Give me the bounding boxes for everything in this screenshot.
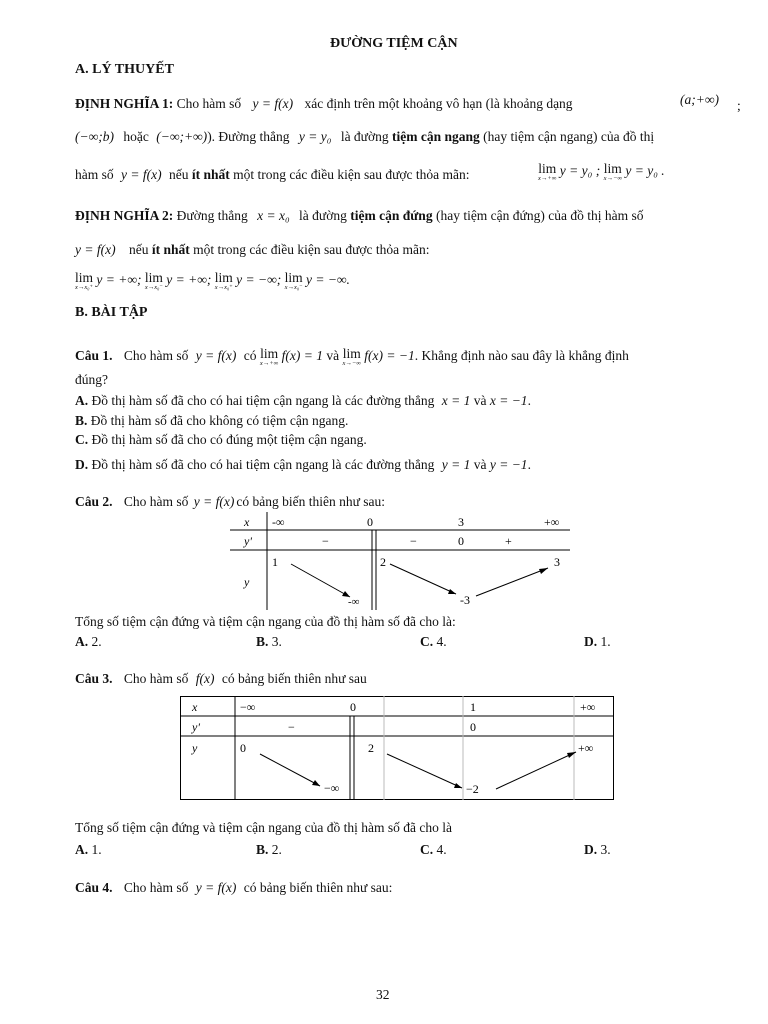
lim-expr: y = −∞. <box>305 272 350 288</box>
vt-xval: +∞ <box>580 700 596 714</box>
q4-func: y = f(x) <box>195 880 237 895</box>
lim-symbol: lim <box>603 161 622 176</box>
def1-bold: tiệm cận ngang <box>392 129 480 144</box>
q2-text: có bảng biến thiên như sau: <box>236 494 386 509</box>
option-label: A. <box>75 842 89 857</box>
option-text: Đồ thị hàm số đã cho có đúng một tiệm cận ngang. <box>91 432 367 447</box>
lim-sub: x→x₀⁻ <box>284 283 303 291</box>
lim-expr: y = +∞; <box>166 272 212 288</box>
def1-semicolon: ; <box>737 98 741 113</box>
def1-interval1: (a;+∞) <box>680 92 719 107</box>
vt-yval: -∞ <box>348 596 360 608</box>
def2-text: là đường <box>299 208 347 223</box>
def1-bold: ít nhất <box>191 167 230 182</box>
option-text: Đồ thị hàm số đã cho có hai tiệm cận ngang là các đường thẳng <box>91 457 435 472</box>
vt-xval: +∞ <box>544 515 560 529</box>
vt-x-label: x <box>244 515 250 529</box>
q2-answer-a[interactable] <box>75 634 102 650</box>
lim-sub: x→−∞ <box>342 359 361 367</box>
q2-label: Câu 2. <box>75 494 113 509</box>
lim-symbol: lim <box>214 270 233 285</box>
def1-text: Cho hàm số <box>176 96 242 111</box>
vt-yval: −∞ <box>324 781 340 795</box>
vt-sign: 0 <box>470 720 476 734</box>
q1-text: . Khẳng định nào sau đây là khẳng định <box>414 348 629 364</box>
q3-answer-a[interactable] <box>75 842 102 858</box>
q3-answer-c[interactable] <box>420 842 447 858</box>
option-label: B. <box>75 413 88 428</box>
option-math: x = 1 <box>441 393 471 408</box>
def1-func: y = f(x) <box>121 167 162 182</box>
q1-option-c[interactable] <box>75 432 367 448</box>
vt-yval: 1 <box>272 555 278 569</box>
lim-symbol: lim <box>538 161 557 176</box>
q1-option-d[interactable]: D. Đồ thị hàm số đã cho có hai tiệm cận ngang là các đường thẳng y = 1 và y = −1. <box>75 457 531 472</box>
q1-stem <box>75 347 629 367</box>
option-text: 3. <box>271 634 282 649</box>
def2-label: ĐỊNH NGHĨA 2: <box>75 208 174 223</box>
vt-yval: 2 <box>380 555 386 569</box>
def1-text: một trong các điều kiện sau được thỏa mãn: <box>233 167 470 182</box>
lim-sub: x→x₀⁺ <box>75 283 93 291</box>
option-text: 3. <box>600 842 611 857</box>
q3-answer-d[interactable] <box>584 842 611 858</box>
lim-sub: x→+∞ <box>538 174 557 182</box>
q2-stem <box>75 494 385 510</box>
def1-text: hàm số <box>75 167 114 182</box>
q1-text: Cho hàm số <box>123 348 189 364</box>
def1-label: ĐỊNH NGHĨA 1: <box>75 96 174 111</box>
q2-variation-table <box>230 512 570 610</box>
option-text: Đồ thị hàm số đã cho có hai tiệm cận ngang là các đường thẳng <box>91 393 435 408</box>
q1-text: có <box>243 348 257 364</box>
lim-symbol: lim <box>75 270 94 285</box>
def1-text: hoặc <box>123 129 149 144</box>
def2-line2 <box>75 242 430 258</box>
option-text: 2. <box>271 842 282 857</box>
q4-text: Cho hàm số <box>123 880 189 895</box>
vt-xval: -∞ <box>272 515 285 529</box>
section-a-heading: A. LÝ THUYẾT <box>75 62 174 77</box>
q3-answer-b[interactable] <box>256 842 282 858</box>
lim-expr: y = −∞; <box>236 272 282 288</box>
def2-text: (hay tiệm cận đứng) của đồ thị hàm số <box>435 208 644 223</box>
option-label: C. <box>75 432 89 447</box>
option-math: y = 1 <box>441 457 471 472</box>
section-b-heading: B. BÀI TẬP <box>75 305 148 320</box>
lim-symbol: lim <box>144 270 163 285</box>
option-label: C. <box>420 842 434 857</box>
def2-text: Đường thẳng <box>176 208 248 223</box>
lim-symbol: lim <box>342 346 361 361</box>
def1-text: là đường <box>340 129 389 144</box>
def1-text: (hay tiệm cận ngang) của đồ thị <box>483 129 655 144</box>
lim-sub: x→x₀⁺ <box>214 283 233 291</box>
lim-expr: f(x) = 1 <box>281 348 323 364</box>
option-label: A. <box>75 634 89 649</box>
def1-text: nếu <box>168 167 189 182</box>
option-label: C. <box>420 634 434 649</box>
def2-text: nếu <box>128 242 149 257</box>
vt-yval: 0 <box>240 741 246 755</box>
q2-answer-b[interactable] <box>256 634 282 650</box>
option-text: Đồ thị hàm số đã cho không có tiệm cận ngang. <box>90 413 349 428</box>
q2-answer-c[interactable] <box>420 634 447 650</box>
option-label: D. <box>584 634 598 649</box>
option-math: y = −1 <box>489 457 528 472</box>
option-label: A. <box>75 393 89 408</box>
vt-yval: -3 <box>460 593 470 607</box>
lim-sub: x→x₀⁻ <box>144 283 163 291</box>
q4-stem <box>75 880 392 896</box>
q1-text: và <box>326 348 340 364</box>
q1-option-a[interactable]: A. Đồ thị hàm số đã cho có hai tiệm cận ngang là các đường thẳng x = 1 và x = −1. <box>75 393 531 408</box>
vt-y-label: y <box>192 741 198 755</box>
vt-sign: + <box>505 534 512 548</box>
vt-yval: 2 <box>368 741 374 755</box>
q2-question: Tổng số tiệm cận đứng và tiệm cận ngang của đồ thị hàm số đã cho là: <box>75 614 456 629</box>
q4-label: Câu 4. <box>75 880 113 895</box>
def1-interval3: (−∞;+∞) <box>156 129 208 144</box>
lim-sub: x→+∞ <box>259 359 279 367</box>
vt-xval: 3 <box>458 515 464 529</box>
page-title: ĐƯỜNG TIỆM CẬN <box>330 36 458 51</box>
vt-sign: − <box>288 720 295 734</box>
vt-xval: 1 <box>470 700 476 714</box>
q3-func: f(x) <box>195 671 215 686</box>
def2-text: một trong các điều kiện sau được thỏa mãn: <box>193 242 430 257</box>
option-label: D. <box>584 842 598 857</box>
def2-bold: tiệm cận đứng <box>350 208 433 223</box>
vt-sign: − <box>410 534 417 548</box>
def1-text: xác định trên một khoảng vô hạn (là khoảng dạng <box>304 96 573 111</box>
option-math: x = −1 <box>489 393 528 408</box>
vt-sign: 0 <box>458 534 464 548</box>
lim-symbol: lim <box>284 270 303 285</box>
option-text: 4. <box>436 634 447 649</box>
q2-text: Cho hàm số <box>123 494 189 509</box>
q3-variation-table <box>180 696 614 800</box>
option-text: và <box>473 393 487 408</box>
lim-symbol: lim <box>260 346 279 361</box>
option-text: 4. <box>436 842 447 857</box>
def2-func: y = f(x) <box>75 242 116 257</box>
vt-xval: −∞ <box>240 700 256 714</box>
def1-y0: y = y₀ <box>298 129 332 144</box>
def1-func: y = f(x) <box>252 96 294 111</box>
vt-sign: − <box>322 534 329 548</box>
vt-yval: +∞ <box>578 741 594 755</box>
vt-y-label: y <box>244 575 250 589</box>
vt-yp-label: y' <box>192 720 200 734</box>
def2-bold: ít nhất <box>151 242 190 257</box>
vt-yp-label: y' <box>244 534 252 548</box>
vt-yval: 3 <box>554 555 560 569</box>
q4-text: có bảng biến thiên như sau: <box>243 880 393 895</box>
option-text: 1. <box>600 634 611 649</box>
option-label: B. <box>256 634 269 649</box>
vt-yval: −2 <box>466 782 479 796</box>
q1-option-b[interactable] <box>75 413 348 429</box>
def1-line1 <box>75 96 573 112</box>
q1-label: Câu 1. <box>75 348 113 364</box>
q3-question: Tổng số tiệm cận đứng và tiệm cận ngang của đồ thị hàm số đã cho là <box>75 820 452 835</box>
def1-line2 <box>75 129 654 145</box>
def2-line1 <box>75 208 643 224</box>
lim-expr: y = +∞; <box>96 272 142 288</box>
page-number: 32 <box>376 987 390 1002</box>
def2-x0: x = x₀ <box>257 208 290 223</box>
lim-expr: y = y₀ . <box>625 163 665 179</box>
option-text: và <box>473 457 487 472</box>
q3-stem <box>75 671 367 687</box>
q3-label: Câu 3. <box>75 671 113 686</box>
q1-text: đúng? <box>75 372 108 387</box>
option-label: D. <box>75 457 89 472</box>
lim-expr: f(x) = −1 <box>364 348 415 364</box>
lim-sub: x→−∞ <box>603 174 622 182</box>
option-label: B. <box>256 842 269 857</box>
q1-func: y = f(x) <box>195 348 237 364</box>
q3-text: có bảng biến thiên như sau <box>221 671 367 686</box>
vt-xval: 0 <box>367 515 373 529</box>
lim-expr: y = y₀ ; <box>559 163 601 179</box>
vt-x-label: x <box>192 700 198 714</box>
option-text: 2. <box>91 634 102 649</box>
def1-text: ). Đường thẳng <box>207 129 290 144</box>
q2-func: y = f(x) <box>193 494 235 509</box>
def1-line3 <box>75 167 470 183</box>
def1-interval2: (−∞;b) <box>75 129 114 144</box>
vt-xval: 0 <box>350 700 356 714</box>
q3-text: Cho hàm số <box>123 671 189 686</box>
def2-limits <box>75 271 350 291</box>
q2-answer-d[interactable] <box>584 634 611 650</box>
def1-limits <box>538 162 665 182</box>
option-text: 1. <box>91 842 102 857</box>
